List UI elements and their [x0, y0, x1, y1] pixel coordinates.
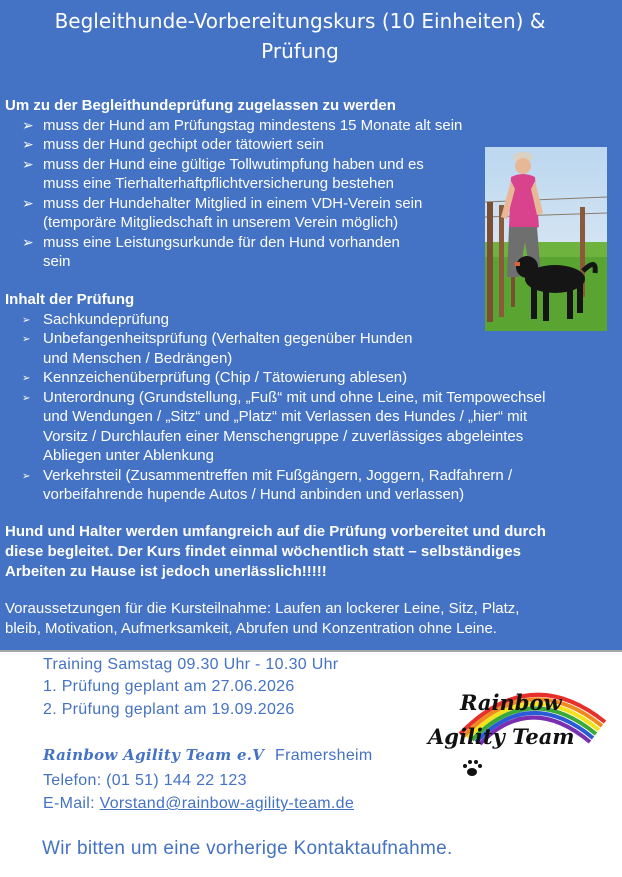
requirements-heading: Um zu der Begleithundeprüfung zugelassen zu werden	[5, 97, 396, 114]
email-label: E-Mail:	[43, 795, 100, 812]
content-item	[22, 466, 545, 505]
content-item-line: Unbefangenheitsprüfung (Verhalten gegenüber Hunden	[43, 330, 413, 347]
club-line	[43, 744, 373, 767]
email-link[interactable]: Vorstand@rainbow-agility-team.de	[99, 795, 355, 812]
arrow-bullet-icon: ➢	[22, 136, 34, 152]
content-item-line: Kennzeichenüberprüfung (Chip / Tätowierung ablesen)	[43, 369, 408, 386]
arrow-bullet-icon: ➢	[22, 392, 31, 404]
section-divider	[0, 650, 622, 652]
logo-graphic	[420, 672, 610, 782]
prerequisites-paragraph	[5, 599, 617, 639]
content-item-line: und Menschen / Bedrängen)	[43, 349, 233, 367]
prerequisites-paragraph-line: bleib, Motivation, Aufmerksamkeit, Abrufen und Konzentration ohne Leine.	[5, 620, 497, 637]
arrow-bullet-icon: ➢	[22, 233, 34, 250]
arrow-bullet-icon: ➢	[22, 470, 31, 482]
arrow-bullet-icon: ➢	[22, 373, 31, 384]
content-item-line: Abliegen unter Ablenkung	[43, 447, 214, 464]
requirement-item	[22, 116, 462, 136]
dog-trainer-photo	[485, 147, 607, 331]
paw-icon	[463, 760, 482, 776]
requirement-item-line: (temporäre Mitgliedschaft in unserem Verein möglich)	[43, 214, 399, 231]
content-item-line: Verkehrsteil (Zusammentreffen mit Fußgängern, Joggern, Radfahrern /	[43, 466, 513, 484]
training-time: Training Samstag 09.30 Uhr - 10.30 Uhr	[43, 656, 339, 673]
phone-line: Telefon: (01 51) 144 22 123	[43, 772, 247, 789]
logo-text-agility-team: Agility Team	[428, 724, 575, 749]
arrow-bullet-icon: ➢	[22, 194, 34, 211]
requirement-item	[22, 233, 462, 272]
requirement-item-line: muss eine Tierhalterhaftpflichtversicherung bestehen	[43, 175, 395, 192]
preparation-paragraph	[5, 522, 617, 582]
arrow-bullet-icon: ➢	[22, 155, 34, 172]
content-heading: Inhalt der Prüfung	[5, 291, 135, 308]
arrow-bullet-icon: ➢	[22, 314, 31, 326]
club-location: Framersheim	[275, 747, 373, 764]
title-line-2: Prüfung	[261, 39, 339, 63]
content-item-line: Unterordnung (Grundstellung, „Fuß“ mit und ohne Leine, mit Tempowechsel	[43, 388, 546, 406]
content-item-line: Vorsitz / Durchlaufen einer Menschengruppe / zuverlässiges abgeleintes	[43, 427, 524, 445]
requirement-item-line: muss der Hund gechipt oder tätowiert sein	[43, 136, 324, 153]
content-section	[5, 290, 545, 505]
club-name: Rainbow Agility Team e.V	[43, 746, 265, 764]
requirements-list	[5, 116, 462, 272]
content-list	[5, 310, 545, 505]
photo-illustration	[485, 147, 607, 331]
arrow-bullet-icon: ➢	[22, 116, 34, 133]
content-item-line: vorbeifahrende hupende Autos / Hund anbinden und verlassen)	[43, 486, 465, 503]
preparation-paragraph-line: diese begleitet. Der Kurs findet einmal wöchentlich statt – selbständiges	[5, 543, 521, 560]
content-item	[22, 310, 545, 330]
preparation-paragraph-line: Hund und Halter werden umfangreich auf die Prüfung vorbereitet und durch	[5, 523, 546, 540]
requirement-item-line: muss der Hund eine gültige Tollwutimpfung haben und es	[43, 155, 424, 173]
requirement-item	[22, 155, 462, 194]
title-line-1: Begleithunde-Vorbereitungskurs (10 Einheiten) &	[54, 9, 546, 33]
requirement-item-line: muss eine Leistungsurkunde für den Hund vorhanden	[43, 233, 400, 251]
requirement-item	[22, 194, 462, 233]
page-title	[0, 6, 600, 66]
content-item-line: Sachkundeprüfung	[43, 310, 169, 328]
prerequisites-paragraph-line: Voraussetzungen für die Kursteilnahme: Laufen an lockerer Leine, Sitz, Platz,	[5, 600, 520, 617]
content-item	[22, 388, 545, 466]
requirements-section	[5, 96, 462, 272]
email-line	[43, 793, 354, 815]
contact-note: Wir bitten um eine vorherige Kontaktaufnahme.	[42, 838, 453, 859]
content-item-line: und Wendungen / „Sitz“ und „Platz“ mit Verlassen des Hundes / „hier“ mit	[43, 408, 528, 425]
exam-date-1: 1. Prüfung geplant am 27.06.2026	[43, 678, 295, 695]
requirement-item-line: muss der Hundehalter Mitglied in einem VDH-Verein sein	[43, 194, 423, 212]
requirement-item-line: sein	[43, 253, 71, 270]
rainbow-agility-logo	[420, 672, 610, 782]
content-item	[22, 329, 545, 368]
requirement-item-line: muss der Hund am Prüfungstag mindestens 15 Monate alt sein	[43, 116, 463, 134]
exam-date-2: 2. Prüfung geplant am 19.09.2026	[43, 701, 295, 718]
logo-text-rainbow: Rainbow	[460, 690, 562, 715]
requirement-item	[22, 135, 462, 155]
preparation-paragraph-line: Arbeiten zu Hause ist jedoch unerlässlich!!!!!	[5, 563, 327, 580]
arrow-bullet-icon: ➢	[22, 334, 31, 345]
content-item	[22, 368, 545, 388]
